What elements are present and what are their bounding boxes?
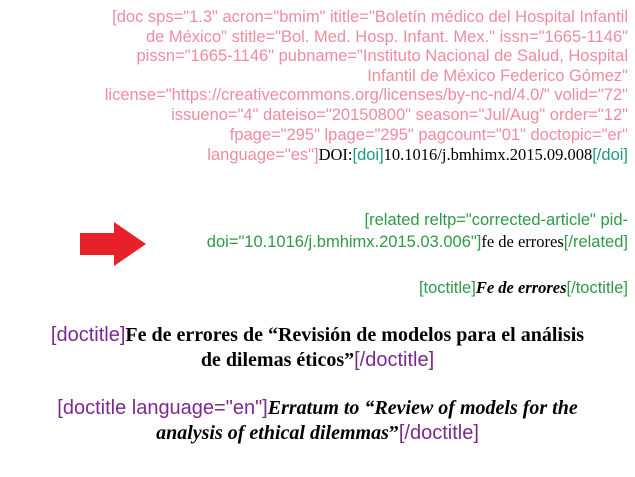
doctitle-en-line-2 (0, 421, 635, 446)
doi-open-tag: [doi] (352, 146, 384, 165)
doctitle-es-text-1: Fe de errores de “Revisión de modelos para el análisis (125, 324, 585, 346)
doc-tag-line-1a: [doc sps="1.3" acron="bmim" (112, 8, 331, 26)
doi-label: DOI: (318, 145, 353, 165)
related-text: fe de errores (481, 232, 564, 251)
doctitle-en-text-1: Erratum to “Review of models for the (267, 397, 578, 419)
related-doi-attr: doi="10.1016/j.bmhimx.2015.03.006"] (206, 233, 482, 251)
doc-tag-line-8 (0, 145, 628, 166)
doc-tag-line-5: license="https://creativecommons.org/licenses/by-nc-nd/4.0/" volid="72" (104, 86, 628, 105)
doc-tag-line-1b: ititle="Boletín médico del Hospital Infantil (330, 8, 628, 26)
toctitle-close-tag: [/toctitle] (566, 279, 628, 297)
doc-tag-line-7: fpage="295" lpage="295" pagcount="01" doctopic="er" (229, 125, 628, 144)
doctitle-es-close-tag: [/doctitle] (354, 349, 435, 371)
doc-metadata-block (0, 8, 628, 166)
doctitle-es-block (0, 323, 635, 373)
doctitle-es-text-2: de dilemas éticos” (200, 349, 355, 371)
language-attr: language="es"] (207, 146, 319, 165)
toctitle-open-tag: [toctitle] (418, 279, 476, 297)
related-close-tag: [/related] (563, 233, 628, 251)
toctitle-block (0, 277, 628, 299)
doctitle-en-quote: ” (388, 422, 399, 444)
doctitle-es-line-1 (0, 323, 635, 348)
doi-value: 10.1016/j.bmhimx.2015.09.008 (383, 145, 593, 165)
related-tag-line-2 (0, 231, 628, 253)
doctitle-en-text-2: analysis of ethical dilemmas (156, 422, 389, 444)
doc-tag-line-3: pissn="1665-1146" pubname="Instituto Nacional de Salud, Hospital (136, 47, 628, 66)
toctitle-text: Fe de errores (475, 278, 567, 297)
doctitle-en-open-tag: [doctitle language="en"] (57, 397, 268, 419)
doctitle-en-close-tag: [/doctitle] (398, 422, 479, 444)
doc-tag-line-6: issueno="4" dateiso="20150800" season="Jul/Aug" order="12" (171, 105, 628, 124)
doctitle-es-line-2 (0, 348, 635, 373)
related-block (0, 210, 628, 253)
doctitle-en-block (0, 396, 635, 446)
doi-close-tag: [/doi] (592, 146, 628, 165)
doctitle-en-line-1 (0, 396, 635, 421)
doc-tag-line-1 (0, 8, 628, 28)
related-tag-line-1: [related reltp="corrected-article" pid- (364, 211, 628, 229)
doc-tag-line-2: de México" stitle="Bol. Med. Hosp. Infant. Mex." issn="1665-1146" (145, 27, 628, 46)
doc-tag-line-4: Infantil de México Federico Gómez" (367, 66, 628, 85)
doctitle-es-open-tag: [doctitle] (50, 324, 126, 346)
